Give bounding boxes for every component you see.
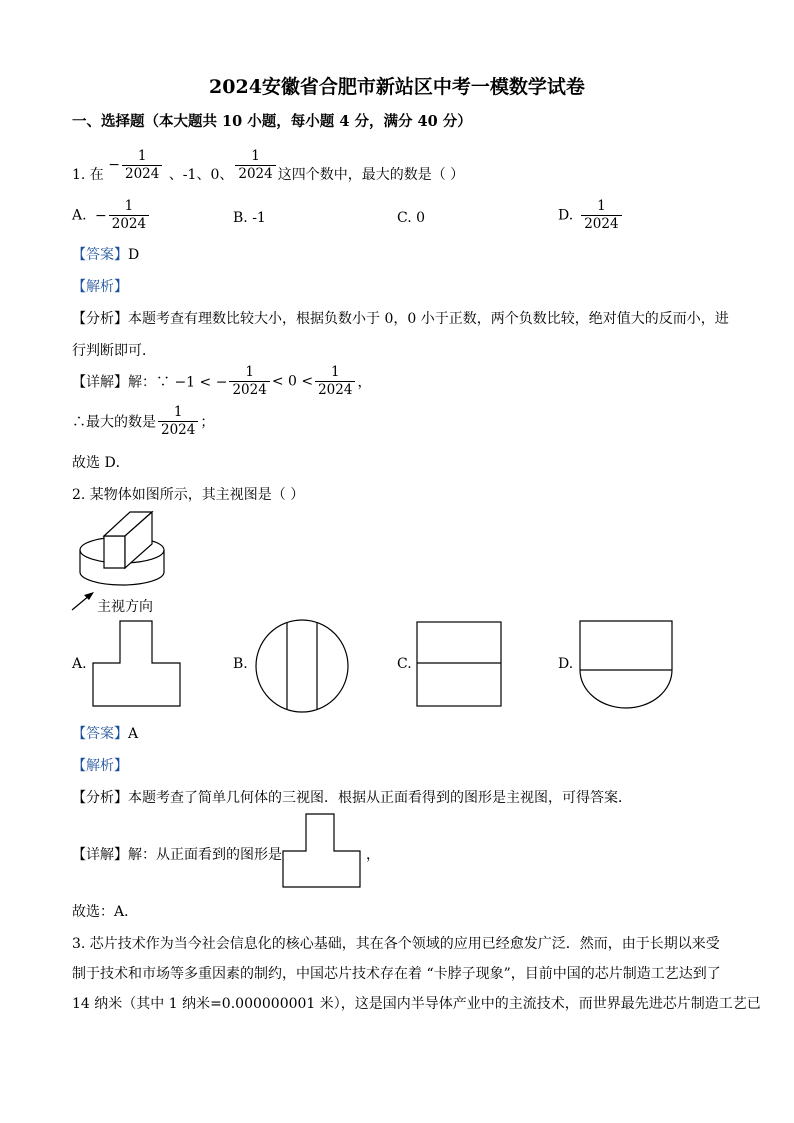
view-direction-arrow-icon [70,590,100,614]
q2-choose: 故选：A． [72,904,139,920]
q1-mid: 、-1、0、 [168,167,234,183]
q2-option-d-figure [578,620,674,710]
q2-jiexi: 【解析】 [72,758,128,774]
section-heading: 一、选择题（本大题共 10 小题，每小题 4 分，满分 40 分） [72,113,472,130]
q2-option-d-label: D. [558,656,574,672]
q3-line-1: 3. 芯片技术作为当今社会信息化的核心基础，其在各个领域的应用已经愈发广泛．然而，由于长期以来受 [72,936,720,952]
q2-detail-figure [282,813,362,889]
q1-therefore: ∴最大的数是 $\frac{1}{2024}$ ； [72,404,215,438]
q2-option-b-label: B. [233,656,248,672]
q2-option-a-figure [92,620,182,708]
q2-detail: 【详解】解：从正面看到的图形是 [72,847,282,863]
q1-fraction-pos: $\frac{1}{2024}$ [235,148,275,183]
q3-line-3: 14 纳米（其中 1 纳米=0.000000001 米），这是国内半导体产业中的主流技术，而世界最先进芯片制造工艺已 [72,996,761,1012]
q1-fraction-neg: $\frac{1}{2024}$ [122,148,162,183]
q1-option-b: B. -1 [233,210,266,226]
q1-prefix: 1. 在 [72,167,104,183]
q2-answer: 【答案】A [72,726,139,742]
q1-minus: − [108,157,120,173]
q2-detail-end: ， [366,847,380,863]
view-direction-label: 主视方向 [97,599,153,615]
q1-analysis-cont: 行判断即可． [72,343,156,359]
q2-option-c-label: C. [397,656,412,672]
q2-option-b-figure [254,618,350,714]
q1-option-c: C. 0 [397,210,426,226]
q2-option-c-figure [416,621,502,707]
q1-option-d: D. $\frac{1}{2024}$ [558,198,624,233]
q2-stem: 2. 某物体如图所示，其主视图是（ ） [72,487,305,503]
q1-analysis: 【分析】本题考查有理数比较大小，根据负数小于 0，0 小于正数，两个负数比较，绝对值大的反而小，进 [72,311,729,327]
q1-detail: 【详解】解：∵ −1 < − $\frac{1}{2024}$ < 0 < $\frac{1}{2024}$ ， [72,364,372,398]
q1-answer: 【答案】D [72,247,140,263]
q1-suffix: 这四个数中，最大的数是（ ） [277,167,465,183]
q1-choose: 故选 D． [72,455,130,471]
q2-option-a-label: A. [72,656,87,672]
page-title: 2024安徽省合肥市新站区中考一模数学试卷 [209,76,585,98]
q2-analysis: 【分析】本题考查了简单几何体的三视图．根据从正面看得到的图形是主视图，可得答案． [72,790,632,806]
q1-option-a: A. − $\frac{1}{2024}$ [72,198,151,233]
q1-jiexi: 【解析】 [72,279,128,295]
q1-stem [72,146,464,184]
q3-line-2: 制于技术和市场等多重因素的制约，中国芯片技术存在着 “卡脖子现象”，目前中国的芯片制造工艺达到了 [72,966,721,982]
